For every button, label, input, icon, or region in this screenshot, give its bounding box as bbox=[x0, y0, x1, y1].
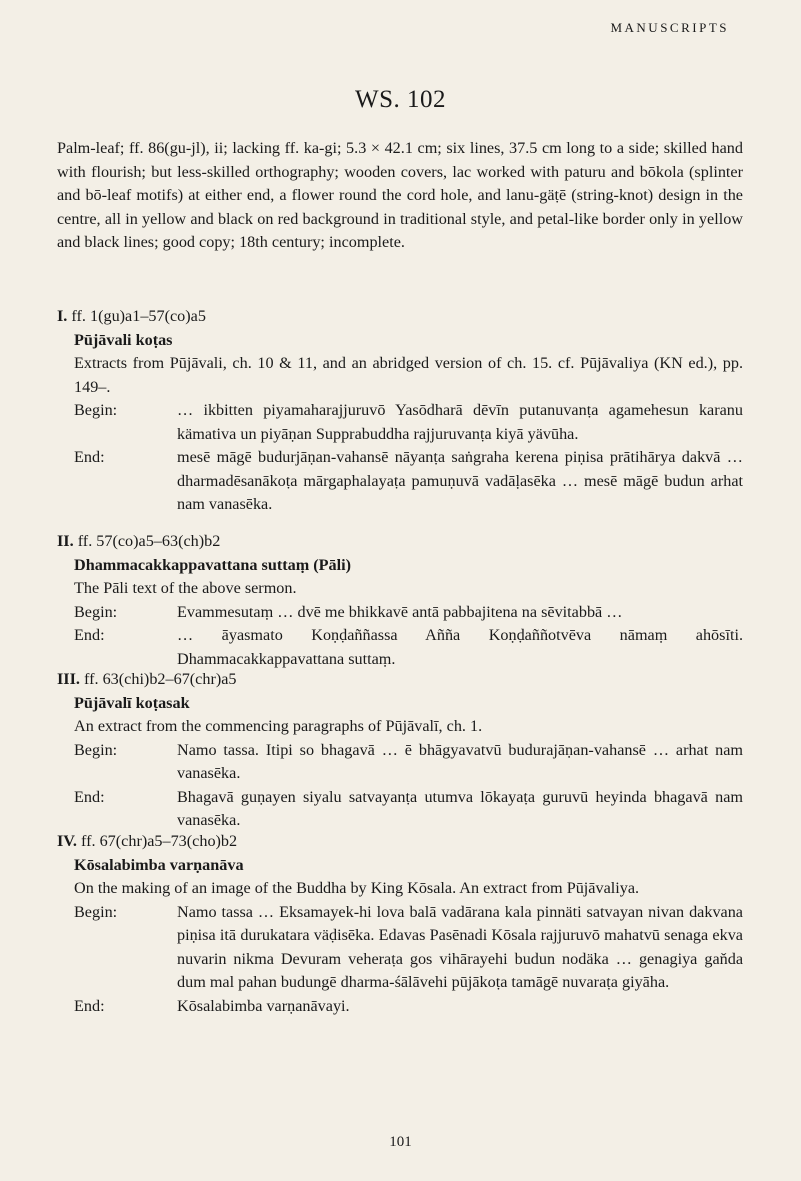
begin-row bbox=[74, 399, 743, 446]
begin-text: … ikbitten piyamaharajjuruvō Yasōdharā dēvīn putanuvanṭa agamehesun karanu kämativa un piyāṇan Supprabuddha rajjuruvanṭa kiyā yävūha. bbox=[177, 401, 743, 443]
end-label: End: bbox=[74, 448, 105, 466]
end-label: End: bbox=[74, 996, 105, 1015]
begin-text: Namo tassa … Eksamayek-hi lova balā vadārana kala pinnäti satvayan nivan dakvana piṇisa itā durukatara väḍisēka. Edavas Pasēnadi Kōsala rajjuruvō mahatvū senaga ekva nuvarin nikma Devuram veheraṭa gos vihārayehi budun nodäka … genagiya gaňda dum mal pahan budungē dharma-śālāvehi pūjākoṭa tamāgē nuvaraṭa giyāha. bbox=[177, 902, 743, 991]
section-3 bbox=[57, 668, 743, 833]
end-text: mesē māgē budurjāṇan-vahansē nāyanṭa saṅgraha kerena piṇisa prātihārya dakvā … dharmadēsanākoṭa mārgaphalayaṭa pamuṇuvā vadāḷasēka … mesē māgē budun arhat nam vanasēka. bbox=[177, 448, 743, 513]
end-text: … āyasmato Koṇḍaññassa Añña Koṇḍaññotvēva nāmaṃ ahōsīti. Dhammacakkappavattana suttaṃ. bbox=[177, 626, 743, 668]
section-title: Pūjāvalī koṭasak bbox=[74, 693, 190, 712]
begin-text: Namo tassa. Itipi so bhagavā … ē bhāgyavatvū budurajāṇan-vahansē … arhat nam vanasēka. bbox=[177, 740, 743, 782]
end-label: End: bbox=[74, 626, 105, 644]
section-note: Extracts from Pūjāvali, ch. 10 & 11, and an abridged version of ch. 15. cf. Pūjāvaliya (KN ed.), pp. 149–. bbox=[74, 354, 743, 396]
section-number: IV. bbox=[57, 832, 77, 850]
manuscript-title: WS. 102 bbox=[355, 86, 446, 113]
end-row bbox=[74, 995, 743, 1019]
section-folios: ff. 1(gu)a1–57(co)a5 bbox=[71, 307, 206, 325]
section-note: On the making of an image of the Buddha by King Kōsala. An extract from Pūjāvaliya. bbox=[74, 879, 640, 897]
end-label: End: bbox=[74, 787, 105, 806]
section-folios: ff. 67(chr)a5–73(cho)b2 bbox=[81, 832, 238, 850]
end-row bbox=[74, 446, 743, 517]
page-number: 101 bbox=[389, 1134, 412, 1150]
section-title: Dhammacakkappavattana suttaṃ (Pāli) bbox=[74, 555, 351, 574]
begin-row bbox=[74, 601, 743, 625]
end-text: Bhagavā guṇayen siyalu satvayanṭa utumva lōkayaṭa guruvū heyinda bhagavā nam vanasēka. bbox=[177, 787, 743, 829]
begin-label: Begin: bbox=[74, 740, 118, 759]
begin-row bbox=[74, 901, 743, 995]
section-number: III. bbox=[57, 670, 80, 688]
section-number: I. bbox=[57, 307, 68, 325]
section-note: An extract from the commencing paragraphs of Pūjāvalī, ch. 1. bbox=[74, 717, 483, 735]
section-2 bbox=[57, 530, 743, 671]
section-folios: ff. 63(chi)b2–67(chr)a5 bbox=[84, 670, 237, 688]
begin-row bbox=[74, 739, 743, 786]
manuscript-description: Palm-leaf; ff. 86(gu-jl), ii; lacking ff. ka-gi; 5.3 × 42.1 cm; six lines, 37.5 cm long to a side; skilled hand with flourish; but less-skilled orthography; wooden covers, lac worked with paturu and bōkola (splinter and bō-leaf motifs) at either end, a flower round the cord hole, and lanu-gäṭē (string-knot) design in the centre, all in yellow and black on red background in traditional style, and petal-like border only in yellow and black lines; good copy; 18th century; incomplete. bbox=[57, 139, 743, 251]
section-4 bbox=[57, 830, 743, 1018]
end-row bbox=[74, 786, 743, 833]
section-1 bbox=[57, 305, 743, 517]
section-title: Kōsalabimba varṇanāva bbox=[74, 855, 244, 874]
section-note: The Pāli text of the above sermon. bbox=[74, 579, 297, 597]
end-text: Kōsalabimba varṇanāvayi. bbox=[177, 996, 350, 1015]
begin-text: Evammesutaṃ … dvē me bhikkavē antā pabbajitena na sēvitabbā … bbox=[177, 602, 623, 621]
running-head: MANUSCRIPTS bbox=[610, 20, 729, 35]
begin-label: Begin: bbox=[74, 902, 118, 921]
section-number: II. bbox=[57, 532, 74, 550]
begin-label: Begin: bbox=[74, 602, 118, 621]
section-folios: ff. 57(co)a5–63(ch)b2 bbox=[77, 532, 221, 550]
section-title: Pūjāvali koṭas bbox=[74, 330, 173, 349]
end-row bbox=[74, 624, 743, 671]
begin-label: Begin: bbox=[74, 401, 118, 419]
